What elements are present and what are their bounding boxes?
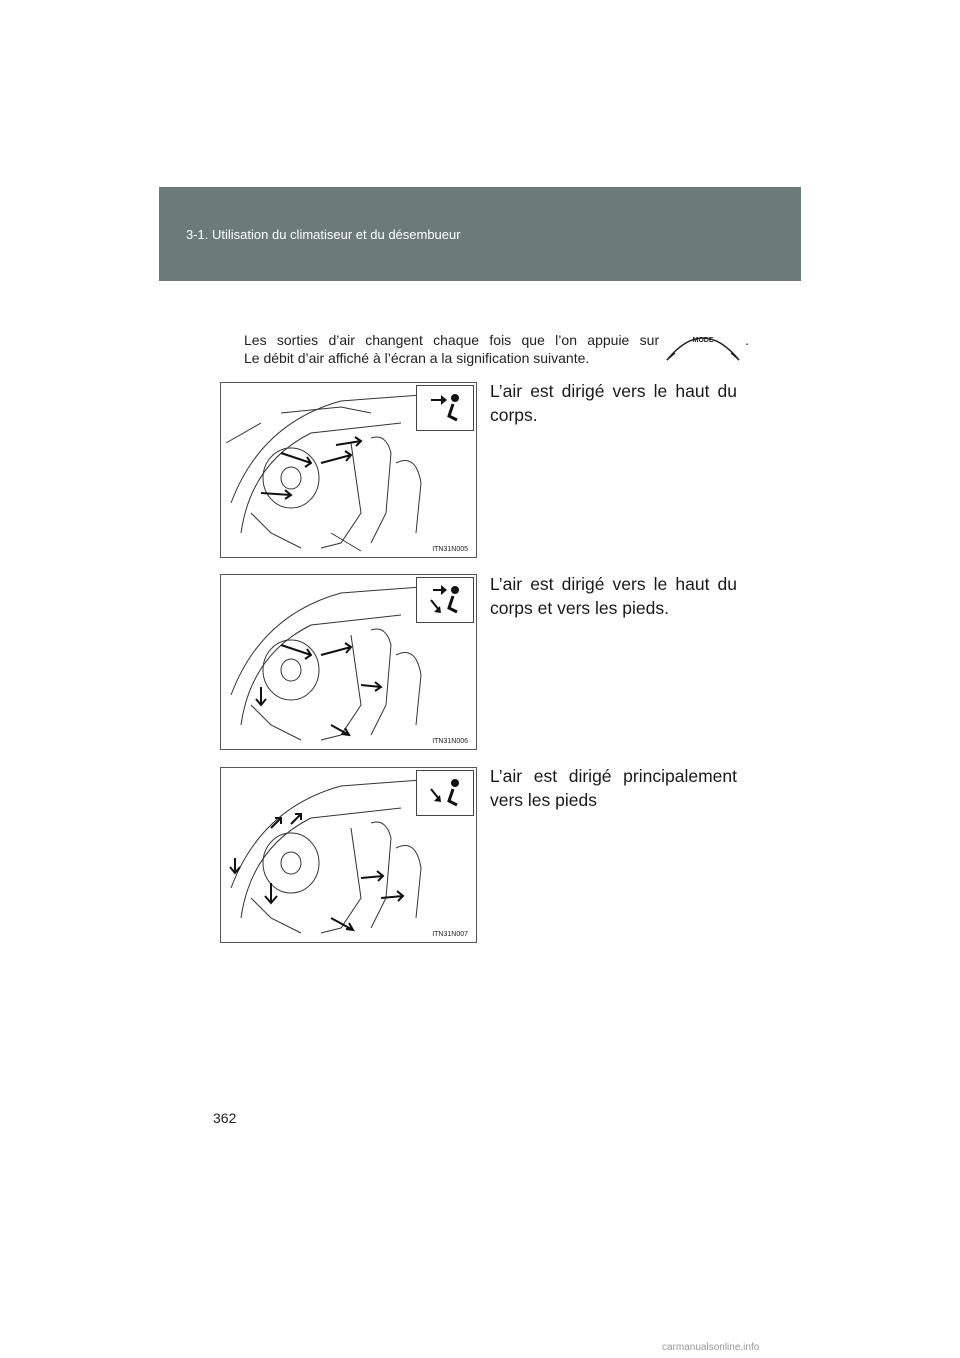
watermark: carmanualsonline.info xyxy=(662,1342,760,1353)
page-number: 362 xyxy=(213,1110,237,1126)
mode-description-bilevel: L’air est dirigé vers le haut du corps et vers les pieds. xyxy=(490,574,737,618)
face-vent-icon xyxy=(416,385,474,431)
bi-level-vent-icon xyxy=(416,577,474,623)
mode-button-icon xyxy=(665,320,741,364)
section-title: 3-1. Utilisation du climatiseur et du désembueur xyxy=(186,227,461,242)
header-band xyxy=(159,187,801,281)
foot-vent-icon xyxy=(416,770,474,816)
mode-description-face: L’air est dirigé vers le haut du corps. xyxy=(490,381,737,425)
mode-button-label: MODE xyxy=(692,337,714,344)
image-code: ITN31N007 xyxy=(432,931,468,938)
cabin-illustration-face xyxy=(220,382,477,558)
cabin-illustration-bilevel xyxy=(220,574,477,750)
intro-period: . xyxy=(745,332,749,348)
intro-line-2: Le débit d’air affiché à l’écran a la signification suivante. xyxy=(244,350,590,366)
image-code: ITN31N006 xyxy=(432,738,468,745)
cabin-illustration-foot xyxy=(220,767,477,943)
image-code: ITN31N005 xyxy=(432,546,468,553)
intro-text-1: Les sorties d’air changent chaque fois que l’on appuie sur xyxy=(244,332,660,348)
mode-description-foot: L’air est dirigé principalement vers les pieds xyxy=(490,766,737,810)
